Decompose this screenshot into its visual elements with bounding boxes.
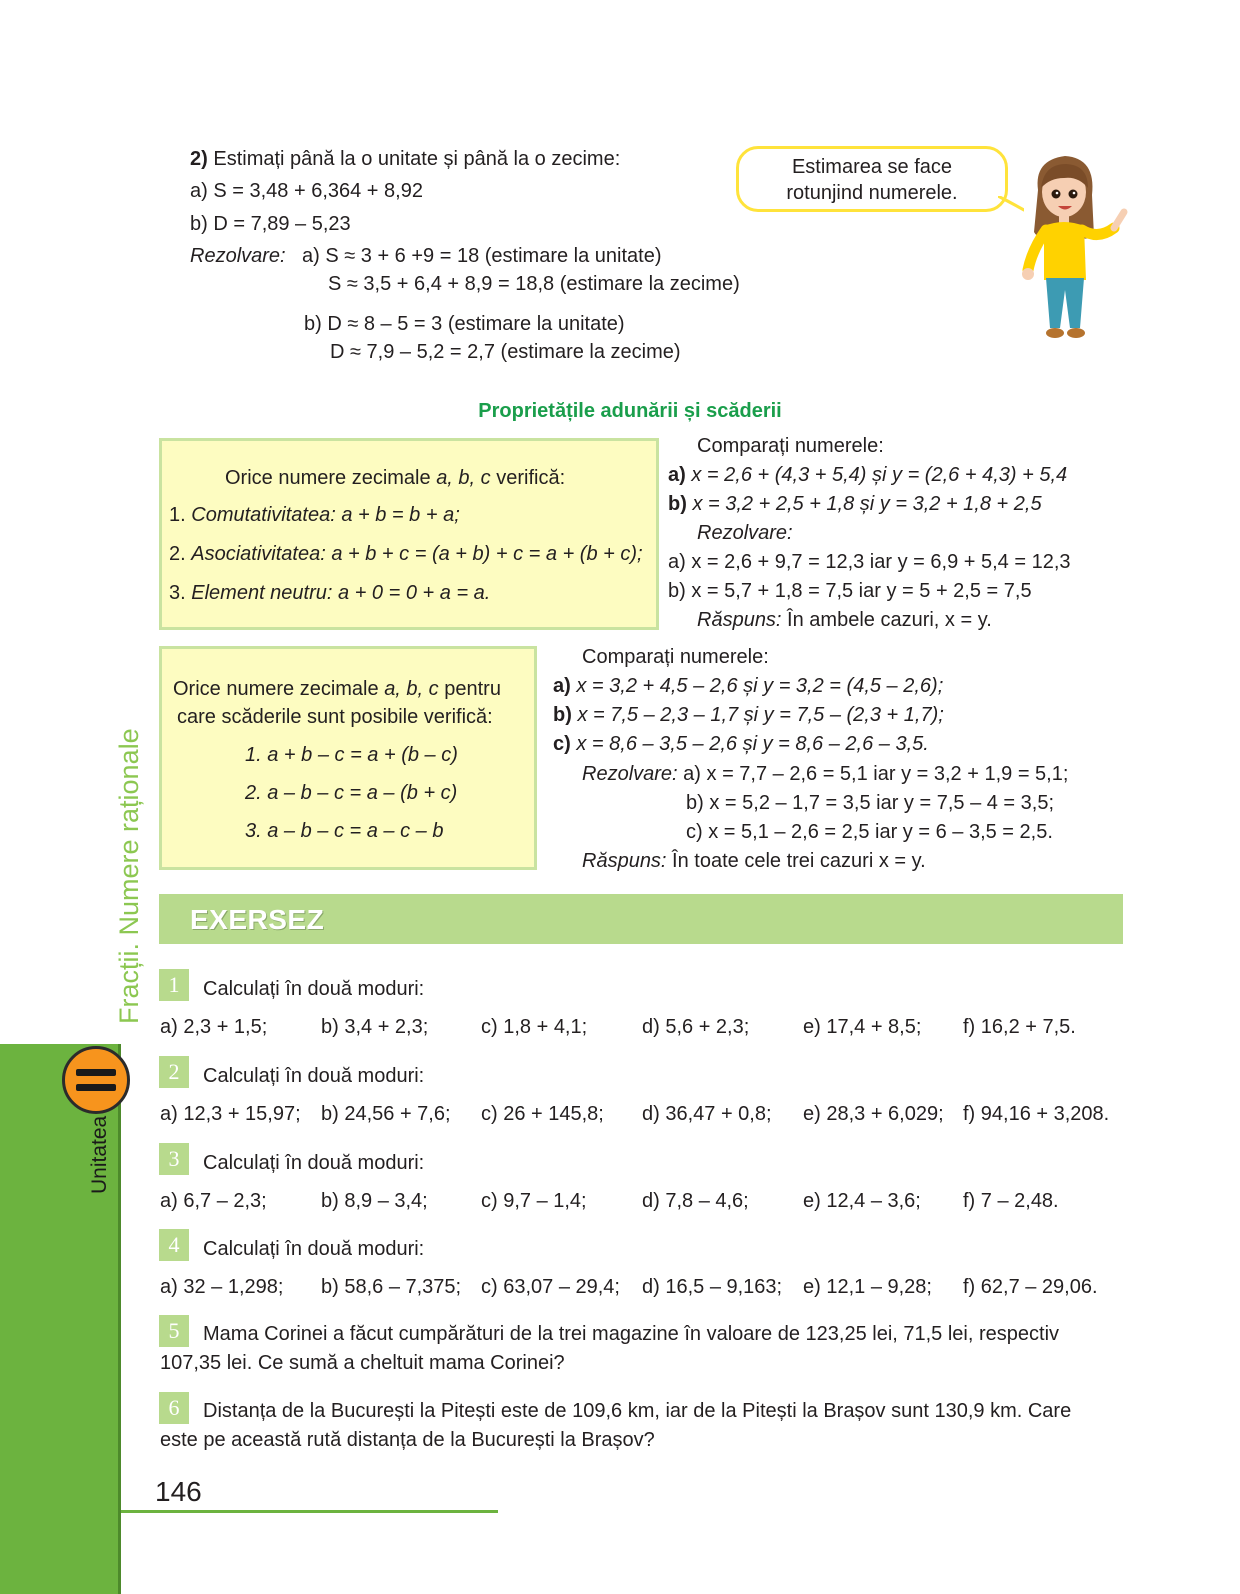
exercise-item: c) 1,8 + 4,1; [481,1016,588,1038]
exercise-3-question: Calculați în două moduri: [203,1152,425,1174]
rezolvare-label: Rezolvare: [190,245,286,267]
exercise-item: e) 17,4 + 8,5; [803,1016,922,1038]
exercise-1-number: 1 [159,969,189,1001]
exercise-item: a) 6,7 – 2,3; [160,1190,267,1212]
property-2-name: Asociativitatea: [191,543,326,565]
exercise-4-number: 4 [159,1229,189,1261]
box2-intro-text: Orice numere zecimale [173,678,385,700]
compare-2-b-label: b) [553,704,572,726]
exercise-item: c) 9,7 – 1,4; [481,1190,587,1212]
exercise-4-question: Calculați în două moduri: [203,1238,425,1260]
exercise-2-question: Calculați în două moduri: [203,1065,425,1087]
properties-box-addition [159,438,659,630]
compare-1-answer [697,610,992,630]
compare-2-solution-a: a) x = 7,7 – 2,6 = 5,1 iar y = 3,2 + 1,9 = 5,1; [677,763,1069,785]
exercise-5-line-1: Mama Corinei a făcut cumpărături de la trei magazine în valoare de 123,25 lei, 71,5 lei, respectiv [203,1323,1060,1345]
box1-intro-vars: a, b, c [436,467,491,489]
compare-1-answer-label: Răspuns: [697,609,782,631]
exercise-item: c) 26 + 145,8; [481,1103,604,1125]
speech-bubble [736,146,1008,212]
compare-1-solution-a: a) x = 2,6 + 9,7 = 12,3 iar y = 6,9 + 5,4 = 12,3 [668,551,1071,573]
box2-intro-2: care scăderile sunt posibile verifică: [177,706,493,728]
solution-line-1: a) S ≈ 3 + 6 +9 = 18 (estimare la unitate) [302,245,662,267]
exercise-item: e) 12,4 – 3,6; [803,1190,921,1212]
compare-2-b [553,705,944,725]
property-3-num: 3. [169,582,192,604]
exercise-item: d) 5,6 + 2,3; [642,1016,750,1038]
exercise-6-line-2: este pe această rută distanța de la București la Brașov? [160,1429,655,1451]
box2-intro-vars: a, b, c [384,678,439,700]
chapter-title-vertical: Fracții. Numere raționale [114,728,144,1024]
exercise-1-question: Calculați în două moduri: [203,978,425,1000]
box1-intro [225,468,565,488]
compare-1-b-text: x = 3,2 + 2,5 + 1,8 și y = 3,2 + 1,8 + 2,5 [686,493,1042,515]
exercise-item: d) 7,8 – 4,6; [642,1190,749,1212]
page-number: 146 [155,1476,202,1507]
compare-2-answer-label: Răspuns: [582,850,667,872]
bubble-line-2: rotunjind numerele. [786,182,958,204]
exercise-5-number: 5 [159,1315,189,1347]
compare-2-title: Comparați numerele: [582,646,769,668]
footer-line [121,1510,498,1513]
compare-1-answer-text: În ambele cazuri, x = y. [781,609,992,631]
compare-2-rezolvare: Rezolvare: [582,763,678,785]
property-3-formula: a + 0 = 0 + a = a. [332,582,491,604]
box1-intro-end: verifică: [490,467,566,489]
section-title: Proprietățile adunării și scăderii [478,400,782,422]
solution-line-2: S ≈ 3,5 + 6,4 + 8,9 = 18,8 (estimare la zecime) [328,273,740,295]
exercise-item: d) 36,47 + 0,8; [642,1103,772,1125]
compare-2-a-label: a) [553,675,571,697]
example-statement: Estimați până la o unitate și până la o zecime: [213,148,621,170]
exercise-5-line-2: 107,35 lei. Ce sumă a cheltuit mama Corinei? [160,1352,565,1374]
example-2-a: a) S = 3,48 + 6,364 + 8,92 [190,180,423,202]
bubble-line-1: Estimarea se face [791,156,953,178]
unit-roman-numeral-icon [62,1046,130,1114]
exercise-item: f) 16,2 + 7,5. [963,1016,1076,1038]
example-2-b: b) D = 7,89 – 5,23 [190,213,351,235]
solution-line-3: b) D ≈ 8 – 5 = 3 (estimare la unitate) [304,313,625,335]
exercise-item: e) 12,1 – 9,28; [803,1276,932,1298]
properties-box-subtraction [159,646,537,870]
compare-2-answer [582,851,926,871]
property-2-num: 2. [169,543,192,565]
exercise-item: d) 16,5 – 9,163; [642,1276,783,1298]
compare-1-b-label: b) [668,493,687,515]
box2-intro-end: pentru [438,678,501,700]
example-2-statement-line [190,149,620,169]
compare-1-rezolvare: Rezolvare: [697,522,793,544]
property-3-name: Element neutru: [191,582,333,604]
compare-1-a-label: a) [668,464,686,486]
exersez-title: EXERSEZ [190,904,325,935]
exercise-item: b) 3,4 + 2,3; [321,1016,429,1038]
compare-1-a-text: x = 2,6 + (4,3 + 5,4) și y = (2,6 + 4,3) + 5,4 [685,464,1068,486]
solution-line-4: D ≈ 7,9 – 5,2 = 2,7 (estimare la zecime) [330,341,681,363]
compare-1-a [668,465,1067,485]
compare-1-title: Comparați numerele: [697,435,884,457]
exercise-item: a) 12,3 + 15,97; [160,1103,301,1125]
property-1-num: 1. [169,504,192,526]
compare-1-b [668,494,1042,514]
subtraction-property-1: 1. a + b – c = a + (b – c) [245,744,458,766]
exercise-item: b) 58,6 – 7,375; [321,1276,462,1298]
exercise-item: c) 63,07 – 29,4; [481,1276,620,1298]
compare-2-solution-b: b) x = 5,2 – 1,7 = 3,5 iar y = 7,5 – 4 = 3,5; [686,792,1055,814]
subtraction-property-3: 3. a – b – c = a – c – b [245,820,444,842]
exercise-item: f) 94,16 + 3,208. [963,1103,1110,1125]
property-neutral-element [169,583,490,603]
exercise-2-number: 2 [159,1056,189,1088]
exercise-item: f) 62,7 – 29,06. [963,1276,1098,1298]
box2-intro-1 [173,679,501,699]
subtraction-property-2: 2. a – b – c = a – (b + c) [245,782,458,804]
exercise-3-number: 3 [159,1143,189,1175]
exercise-item: b) 8,9 – 3,4; [321,1190,428,1212]
property-2-formula: a + b + c = (a + b) + c = a + (b + c); [325,543,643,565]
property-1-name: Comutativitatea: [191,504,336,526]
compare-2-c-label: c) [553,733,571,755]
property-commutativity [169,505,460,525]
exercise-item: a) 32 – 1,298; [160,1276,284,1298]
compare-2-c [553,734,929,754]
box1-intro-text: Orice numere zecimale [225,467,437,489]
property-associativity [169,544,643,564]
girl-character-illustration [1020,150,1135,350]
property-1-formula: a + b = b + a; [335,504,460,526]
unit-label-vertical: Unitatea [88,1115,111,1194]
compare-2-a-text: x = 3,2 + 4,5 – 2,6 și y = 3,2 = (4,5 – 2,6); [570,675,944,697]
example-label: 2) [190,148,208,170]
compare-1-solution-b: b) x = 5,7 + 1,8 = 7,5 iar y = 5 + 2,5 = 7,5 [668,580,1032,602]
exercise-item: b) 24,56 + 7,6; [321,1103,451,1125]
exercise-item: a) 2,3 + 1,5; [160,1016,268,1038]
compare-2-solution-a-line [582,764,1068,784]
compare-2-b-text: x = 7,5 – 2,3 – 1,7 și y = 7,5 – (2,3 + 1,7); [571,704,944,726]
exercise-item: e) 28,3 + 6,029; [803,1103,944,1125]
exercise-item: f) 7 – 2,48. [963,1190,1059,1212]
compare-2-solution-c: c) x = 5,1 – 2,6 = 2,5 iar y = 6 – 3,5 = 2,5. [686,821,1053,843]
exercise-6-number: 6 [159,1392,189,1424]
compare-2-a [553,676,943,696]
compare-2-answer-text: În toate cele trei cazuri x = y. [666,850,926,872]
exercise-6-line-1: Distanța de la București la Pitești este de 109,6 km, iar de la Pitești la Brașov sunt 130,9 km. Care [203,1400,1072,1422]
compare-2-c-text: x = 8,6 – 3,5 – 2,6 și y = 8,6 – 2,6 – 3,5. [570,733,929,755]
